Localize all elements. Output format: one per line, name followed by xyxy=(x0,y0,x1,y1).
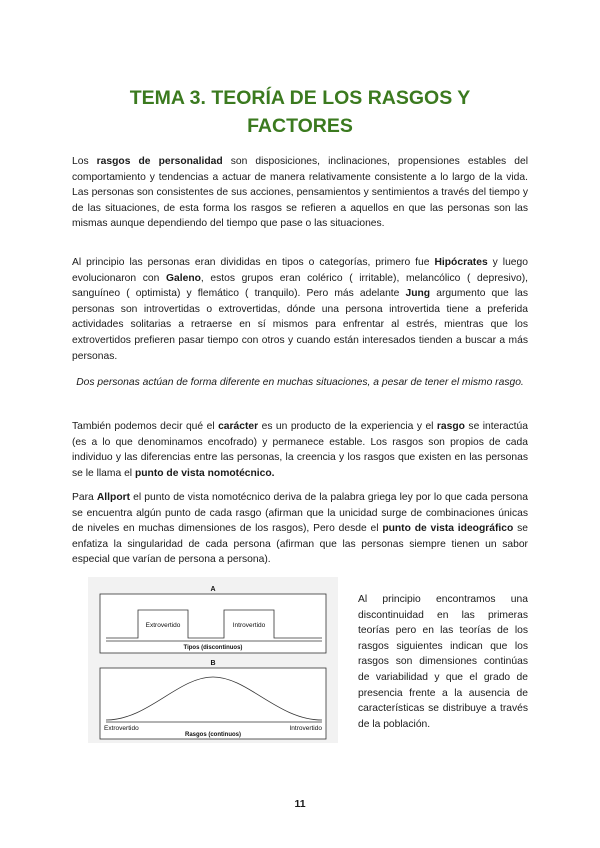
paragraph-caracter: También podemos decir qué el carácter es un producto de la experiencia y el rasgo se interactúa (es a lo que denominamos encofrado) y permanece estable. Los rasgos son propios de cada individuo y las diferencias entre las personas, la creencia y los rasgos que existen en las personas se le llama el punto de vista nomotécnico. xyxy=(72,421,528,479)
term-galeno: Galeno xyxy=(166,272,201,284)
figure-side-text: Al principio encontramos una discontinuidad en las primeras teorías pero en las teorías de los rasgos siguientes indican que los rasgos son dimensiones continúas de variabilidad y que el grado de presencia frente a la ausencia de características se distribuye a través de la población. xyxy=(358,594,528,730)
page-title xyxy=(72,84,528,140)
title-line-2: FACTORES xyxy=(247,115,353,137)
extrovertido-axis-label: Extrovertido xyxy=(104,725,139,732)
term-hipocrates: Hipócrates xyxy=(434,257,488,268)
term-rasgo: rasgo xyxy=(436,421,465,432)
figure-label-a: A xyxy=(210,586,216,593)
extrovertido-box-label: Extrovertido xyxy=(145,622,181,629)
introvertido-box-label: Introvertido xyxy=(232,622,266,629)
term-punto-nomotecnico: punto de vista nomotécnico. xyxy=(134,467,275,479)
figure-diagram xyxy=(88,577,338,743)
caption-tipos: Tipos (discontinuos) xyxy=(183,645,243,651)
introvertido-axis-label: Introvertido xyxy=(289,725,322,732)
italic-quote: Dos personas actúan de forma diferente en muchas situaciones, a pesar de tener el mismo rasgo. xyxy=(76,377,524,388)
term-jung: Jung xyxy=(405,288,431,300)
paragraph-allport: Para Allport el punto de vista nomotécnico deriva de la palabra griega ley por lo que cada persona se encuentra algún punto de cada rasgo (afirman que la unicidad surge de combinaciones únicas de niveles en muchas dimensiones de los rasgos), Pero desde el punto de vista ideográfico se enfatiza la singularidad de cada persona (afirman que las personas siempre tienen un sabor especial que varían de persona a persona). xyxy=(72,492,528,566)
figure-label-b: B xyxy=(210,660,216,667)
paragraph-rasgos-definition: Los rasgos de personalidad son disposiciones, inclinaciones, propensiones estables del comportamiento y tendencias a actuar de manera relativamente consistente a lo largo de la vida. Las personas son consistentes de sus acciones, pensamientos y sentimientos a través del tiempo y de las situaciones, de esta forma los rasgos se refieren a aquellos en que las personas son las mismas aunque dependiendo del tiempo que pase o las situaciones. xyxy=(72,156,529,230)
term-allport: Allport xyxy=(96,492,131,503)
term-punto-ideografico: punto de vista ideográfico xyxy=(382,523,514,535)
page-number: 11 xyxy=(294,798,306,810)
paragraph-history: Al principio las personas eran divididas en tipos o categorías, primero fue Hipócrates y luego evolucionaron con Galeno, estos grupos eran colérico ( irritable), melancólico ( depresivo), sanguíneo ( optimista) y flemático ( tranquilo). Pero más adelante Jung argumento que las personas son introvertidas o extrovertidas, dónde una persona introvertida tiene a preferida actividades solitarias a retraerse en sí mismos para enfrentar al estrés, mientras que los extrovertidos prefieren pasar tiempo con otros y cuando están interesados tienden a buscar a más personas. xyxy=(72,257,528,362)
caption-rasgos: Rasgos (continuos) xyxy=(184,732,242,738)
term-rasgos-de-personalidad: rasgos de personalidad xyxy=(96,156,223,167)
term-caracter: carácter xyxy=(218,421,259,432)
types-vs-traits-figure xyxy=(88,577,338,743)
title-line-1: TEMA 3. TEORÍA DE LOS RASGOS Y xyxy=(129,87,471,109)
